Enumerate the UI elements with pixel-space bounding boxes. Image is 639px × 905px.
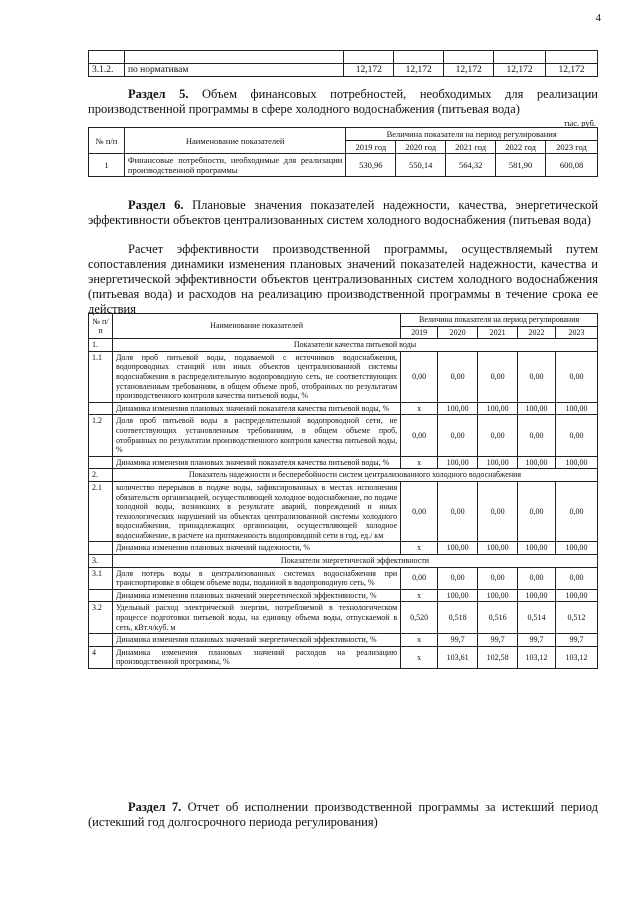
table-header-row xyxy=(89,314,598,327)
value-cell: 564,32 xyxy=(446,154,496,177)
value-cell: 100,00 xyxy=(438,542,478,555)
value-cell: x xyxy=(401,402,438,415)
section-5-heading xyxy=(88,87,598,117)
value-cell: 100,00 xyxy=(438,589,478,602)
table-row xyxy=(89,634,598,647)
value-cell: 100,00 xyxy=(478,542,518,555)
row-index xyxy=(89,402,113,415)
value-cell: 0,00 xyxy=(478,567,518,589)
section-5-text: Объем финансовых потребностей, необходимых для реализации производственной программы в сфере холодного водоснабжения (питьевая вода) xyxy=(88,87,598,116)
value-cell: 0,00 xyxy=(478,351,518,402)
value-cell: 99,7 xyxy=(438,634,478,647)
value-cell: 12,172 xyxy=(394,64,444,77)
header-name: Наименование показателей xyxy=(124,128,345,154)
row-name: Динамика изменения плановых значений расходов на реализацию производственной программы, % xyxy=(112,646,400,668)
row-index xyxy=(89,589,113,602)
value-cell: 581,90 xyxy=(496,154,546,177)
value-cell: 100,00 xyxy=(518,542,556,555)
table-row xyxy=(89,589,598,602)
value-cell: 0,00 xyxy=(438,567,478,589)
table-row xyxy=(89,51,598,64)
value-cell: 100,00 xyxy=(518,589,556,602)
row-index xyxy=(89,634,113,647)
section-7-label: Раздел 7. xyxy=(128,800,182,814)
section-title: Показатели энергетической эффективности xyxy=(112,555,597,568)
row-index: 1 xyxy=(89,154,125,177)
page-number: 4 xyxy=(595,12,601,24)
value-cell: 0,00 xyxy=(556,351,598,402)
efficiency-table-body xyxy=(89,339,598,669)
value-cell: 12,172 xyxy=(494,64,546,77)
value-cell: 0,00 xyxy=(438,415,478,456)
value-cell: 100,00 xyxy=(518,456,556,469)
header-year: 2019 год xyxy=(346,141,396,154)
row-name: Доля потерь воды в централизованных системах водоснабжения при транспортировке в общем объеме воды, поданной в водопроводную сеть, % xyxy=(112,567,400,589)
value-cell: 0,516 xyxy=(478,602,518,634)
value-cell: x xyxy=(401,542,438,555)
value-cell: 99,7 xyxy=(518,634,556,647)
value-cell: 0,00 xyxy=(518,415,556,456)
row-index: 1.1 xyxy=(89,351,113,402)
value-cell: 0,00 xyxy=(438,481,478,542)
table-row xyxy=(89,64,598,77)
header-year: 2021 xyxy=(478,326,518,339)
value-cell: 12,172 xyxy=(444,64,494,77)
row-name: Динамика изменения плановых значений показателя качества питьевой воды, % xyxy=(112,456,400,469)
value-cell: 530,96 xyxy=(346,154,396,177)
value-cell: 103,12 xyxy=(518,646,556,668)
section-6-text: Плановые значения показателей надежности, качества, энергетической эффективности объектов централизованных систем холодного водоснабжения (питьевая вода) xyxy=(88,198,599,227)
value-cell: 0,00 xyxy=(518,351,556,402)
value-cell: 102,58 xyxy=(478,646,518,668)
value-cell: 0,00 xyxy=(478,481,518,542)
section-6-label: Раздел 6. xyxy=(128,198,184,212)
row-name: Динамика изменения плановых значений надежности, % xyxy=(112,542,400,555)
value-cell: 100,00 xyxy=(478,456,518,469)
header-num: № п/п xyxy=(89,128,125,154)
section-7-text: Отчет об исполнении производственной программы за истекший период (истекший год долгосрочного периода регулирования) xyxy=(88,800,598,829)
row-name: по нормативам xyxy=(124,64,343,77)
value-cell: 0,00 xyxy=(556,567,598,589)
value-cell: 0,00 xyxy=(401,567,438,589)
section-row xyxy=(89,339,598,352)
value-cell: 0,518 xyxy=(438,602,478,634)
section-7-heading xyxy=(88,800,598,830)
value-cell: 0,00 xyxy=(478,415,518,456)
value-cell: 100,00 xyxy=(518,402,556,415)
header-year: 2019 xyxy=(401,326,438,339)
row-name: Доля проб питьевой воды, подаваемой с источников водоснабжения, водопроводных станций или иных объектов централизованной системы водоснабжения в распределительную водопроводную сеть, не соответствующих установленным требованиям, в общем объеме проб, отобранных по результатам производственного контроля качества питьевой воды, % xyxy=(112,351,400,402)
value-cell: 100,00 xyxy=(556,402,598,415)
row-index: 3.2 xyxy=(89,602,113,634)
header-num: № п/п xyxy=(89,314,113,339)
section-title: Показатель надежности и бесперебойности систем централизованного холодного водоснабжения xyxy=(112,469,597,482)
row-index: 3. xyxy=(89,555,113,568)
value-cell: 100,00 xyxy=(556,589,598,602)
table-row xyxy=(89,542,598,555)
row-index xyxy=(89,456,113,469)
value-cell: 0,512 xyxy=(556,602,598,634)
row-index: 2.1 xyxy=(89,481,113,542)
row-index xyxy=(89,542,113,555)
row-index: 2. xyxy=(89,469,113,482)
row-name: Удельный расход электрической энергии, потребляемой в технологическом процессе подготовки питьевой воды, на единицу объема воды, отпускаемой в сеть, кВт.ч/куб. м xyxy=(112,602,400,634)
row-name: Динамика изменения плановых значений энергетической эффективности, % xyxy=(112,634,400,647)
header-year: 2020 xyxy=(438,326,478,339)
value-cell: 12,172 xyxy=(344,64,394,77)
header-year: 2023 год xyxy=(546,141,598,154)
header-period: Величина показателя на период регулирования xyxy=(401,314,598,327)
value-cell: 99,7 xyxy=(478,634,518,647)
value-cell: x xyxy=(401,456,438,469)
value-cell: 99,7 xyxy=(556,634,598,647)
row-index: 3.1 xyxy=(89,567,113,589)
value-cell: 0,00 xyxy=(518,567,556,589)
value-cell: 600,08 xyxy=(546,154,598,177)
section-6-paragraph: Расчет эффективности производственной программы, осуществляемый путем сопоставления динамики изменения плановых значений показателей надежности, качества и энергетической эффективности объектов централизованных систем холодного водоснабжения (питьевая вода) и расходов на реализацию производственной программы в течение срока ее действия xyxy=(88,242,598,316)
table-row xyxy=(89,567,598,589)
value-cell: 0,00 xyxy=(401,415,438,456)
row-index: 1. xyxy=(89,339,113,352)
value-cell: 103,12 xyxy=(556,646,598,668)
value-cell: 0,00 xyxy=(556,481,598,542)
table-row xyxy=(89,602,598,634)
value-cell: 12,172 xyxy=(546,64,598,77)
value-cell: 0,00 xyxy=(401,481,438,542)
value-cell: 0,00 xyxy=(438,351,478,402)
header-year: 2020 год xyxy=(396,141,446,154)
efficiency-table xyxy=(88,313,598,669)
row-name: Динамика изменения плановых значений показателя качества питьевой воды, % xyxy=(112,402,400,415)
table-row xyxy=(89,456,598,469)
value-cell: 100,00 xyxy=(478,589,518,602)
continuation-table xyxy=(88,50,598,77)
row-name: количество перерывов в подаче воды, зафиксированных в местах исполнения обязательств организацией, осуществляющей холодное водоснабжение, по подаче холодной воды, возникших в результате аварий, повреждений и иных технологических нарушений на объектах централизованной системы холодного водоснабжения, принадлежащих организации, осуществляющей холодное водоснабжение, в расчете на протяженность водопроводной сети в год, ед./ км xyxy=(112,481,400,542)
row-index: 1.2 xyxy=(89,415,113,456)
header-year: 2023 xyxy=(556,326,598,339)
table-row xyxy=(89,351,598,402)
row-name: Доля проб питьевой воды в распределительной водопроводной сети, не соответствующих установленным требованиям, в общем объеме проб, отобранных по результатам производственного контроля качества питьевой воды, % xyxy=(112,415,400,456)
header-year: 2021 год xyxy=(446,141,496,154)
unit-label: тыс. руб. xyxy=(563,118,596,128)
value-cell: 103,61 xyxy=(438,646,478,668)
row-name: Финансовые потребности, необходимые для реализации производственной программы xyxy=(124,154,345,177)
header-year: 2022 xyxy=(518,326,556,339)
value-cell: 100,00 xyxy=(478,402,518,415)
value-cell: 0,520 xyxy=(401,602,438,634)
header-period: Величина показателя на период регулирования xyxy=(346,128,598,141)
table-row xyxy=(89,154,598,177)
table-row xyxy=(89,646,598,668)
value-cell: x xyxy=(401,646,438,668)
section-row xyxy=(89,469,598,482)
row-index: 4 xyxy=(89,646,113,668)
section-6-heading xyxy=(88,198,598,228)
value-cell: 100,00 xyxy=(438,456,478,469)
row-name: Динамика изменения плановых значений энергетической эффективности, % xyxy=(112,589,400,602)
section-5-label: Раздел 5. xyxy=(128,87,189,101)
value-cell: 550,14 xyxy=(396,154,446,177)
value-cell: x xyxy=(401,589,438,602)
row-index: 3.1.2. xyxy=(89,64,125,77)
financial-table xyxy=(88,127,598,177)
value-cell: 0,00 xyxy=(556,415,598,456)
value-cell: 0,514 xyxy=(518,602,556,634)
header-year: 2022 год xyxy=(496,141,546,154)
table-row xyxy=(89,402,598,415)
table-row xyxy=(89,415,598,456)
value-cell: 0,00 xyxy=(401,351,438,402)
table-header-row xyxy=(89,128,598,141)
value-cell: 100,00 xyxy=(438,402,478,415)
table-row xyxy=(89,481,598,542)
section-title: Показатели качества питьевой воды xyxy=(112,339,597,352)
value-cell: 0,00 xyxy=(518,481,556,542)
value-cell: 100,00 xyxy=(556,456,598,469)
value-cell: x xyxy=(401,634,438,647)
header-name: Наименование показателей xyxy=(112,314,400,339)
value-cell: 100,00 xyxy=(556,542,598,555)
section-row xyxy=(89,555,598,568)
